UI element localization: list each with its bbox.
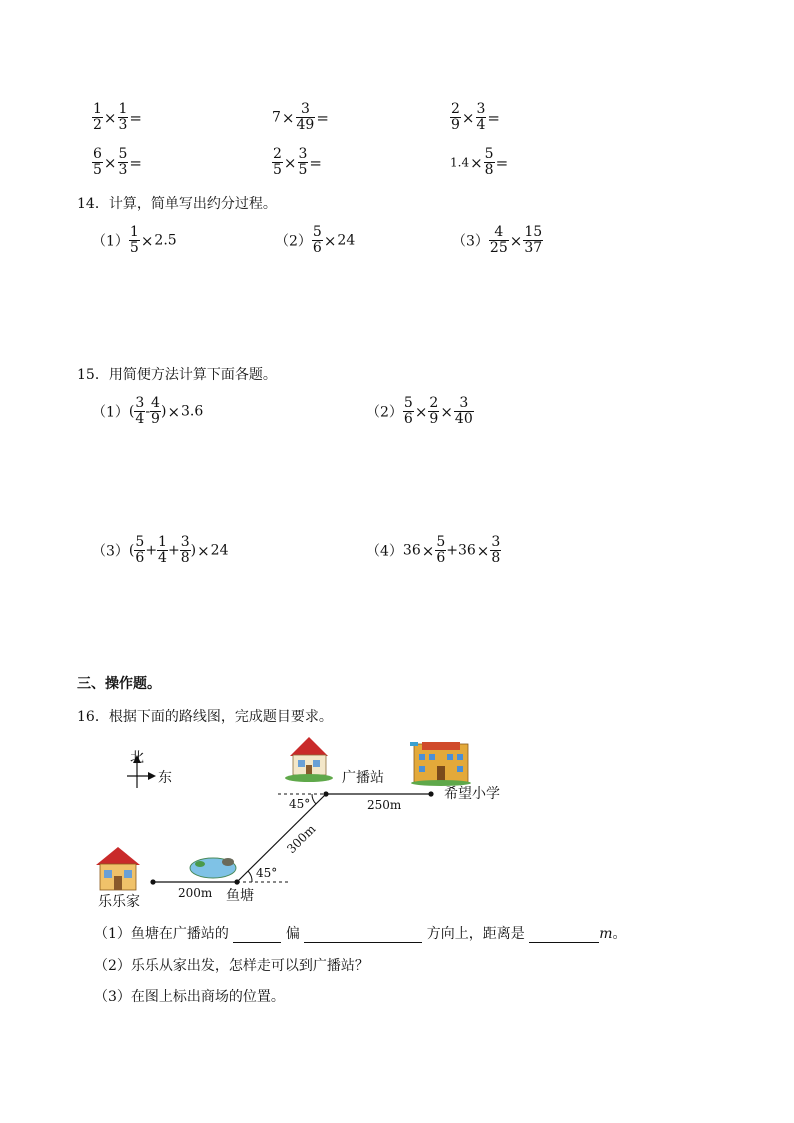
home-icon xyxy=(96,847,140,890)
point-pond xyxy=(234,879,239,884)
q15-part-3: （3）( $\frac{5}{6}$ + $\frac{1}{4}$ + $\frac{3}{8}$ )×24 xyxy=(92,534,229,566)
compass xyxy=(127,750,172,788)
angle-arc-top xyxy=(312,794,316,804)
q16-title: 16．根据下面的路线图，完成题目要求。 xyxy=(77,709,333,725)
fraction: $\frac{1}{2}$ xyxy=(93,101,102,133)
school-label: 希望小学 xyxy=(444,786,500,802)
q13-item-5: $\frac{2}{5}$ × $\frac{3}{5}$ = xyxy=(273,146,322,178)
pond-icon xyxy=(190,858,236,878)
fraction: $\frac{5}{8}$ xyxy=(484,146,494,178)
fraction: $\frac{5}{6}$ xyxy=(135,534,145,566)
q13-item-6: 1.4× $\frac{5}{8}$ = xyxy=(450,146,509,178)
fraction: $\frac{5}{6}$ xyxy=(436,534,446,566)
fraction: $\frac{5}{3}$ xyxy=(118,146,128,178)
answer-blank-1[interactable] xyxy=(233,928,281,943)
broadcast-label: 广播站 xyxy=(342,770,384,786)
q16-sub-3: （3）在图上标出商场的位置。 xyxy=(94,989,285,1005)
pond-label: 鱼塘 xyxy=(226,888,254,904)
q15-part-1: （1）( $\frac{3}{4}$ - $\frac{4}{9}$ )×3.6 xyxy=(92,395,204,427)
fraction: $\frac{1}{3}$ xyxy=(118,101,128,133)
fraction: $\frac{1}{5}$ xyxy=(129,224,139,256)
school-icon xyxy=(410,742,471,786)
q14-title: 14．计算，简单写出约分过程。 xyxy=(77,196,277,212)
distance-station-school: 250m xyxy=(367,798,402,812)
house-icon xyxy=(285,737,333,782)
angle-bottom-label: 45° xyxy=(256,866,278,880)
fraction: $\frac{3}{8}$ xyxy=(180,534,190,566)
q15-part-2: （2） $\frac{5}{6}$ × $\frac{2}{9}$ × $\frac{3}{40}$ xyxy=(366,395,473,427)
distance-pond-station: 300m xyxy=(284,821,319,857)
angle-arc-bottom xyxy=(248,871,252,882)
fraction: $\frac{5}{6}$ xyxy=(312,224,322,256)
fraction: $\frac{3}{4}$ xyxy=(476,101,486,133)
route-map xyxy=(0,730,794,920)
distance-home-pond: 200m xyxy=(178,886,213,900)
fraction: $\frac{3}{49}$ xyxy=(296,101,315,133)
q14-part-2: （2） $\frac{5}{6}$ ×24 xyxy=(275,224,356,256)
point-school xyxy=(428,791,433,796)
fraction: $\frac{2}{9}$ xyxy=(451,101,460,133)
q13-item-4: $\frac{6}{5}$ × $\frac{5}{3}$ = xyxy=(93,146,142,178)
fraction: $\frac{4}{9}$ xyxy=(151,395,160,427)
fraction: $\frac{15}{37}$ xyxy=(524,224,543,256)
q14-part-1: （1） $\frac{1}{5}$ ×2.5 xyxy=(92,224,177,256)
angle-top-label: 45° xyxy=(289,797,311,811)
q13-item-2: 7× $\frac{3}{49}$ = xyxy=(272,101,329,133)
q15-title: 15．用简便方法计算下面各题。 xyxy=(77,367,277,383)
north-label: 北 xyxy=(130,750,144,766)
fraction: $\frac{5}{6}$ xyxy=(403,395,413,427)
answer-blank-2[interactable] xyxy=(304,928,422,943)
q14-part-3: （3） $\frac{4}{25}$ × $\frac{15}{37}$ xyxy=(452,224,543,256)
section-title: 三、操作题。 xyxy=(77,676,161,692)
fraction: $\frac{4}{25}$ xyxy=(489,224,508,256)
fraction: $\frac{3}{40}$ xyxy=(454,395,473,427)
fraction: $\frac{3}{5}$ xyxy=(298,146,308,178)
fraction: $\frac{1}{4}$ xyxy=(158,534,167,566)
q13-item-1: $\frac{1}{2}$ × $\frac{1}{3}$ = xyxy=(93,101,142,133)
q15-part-4: （4）36× $\frac{5}{6}$ +36× $\frac{3}{8}$ xyxy=(366,534,501,566)
fraction: $\frac{2}{5}$ xyxy=(273,146,282,178)
q13-item-3: $\frac{2}{9}$ × $\frac{3}{4}$ = xyxy=(451,101,500,133)
q16-sub-2: （2）乐乐从家出发，怎样走可以到广播站？ xyxy=(94,958,369,974)
fraction: $\frac{3}{8}$ xyxy=(491,534,501,566)
fraction: $\frac{2}{9}$ xyxy=(429,395,439,427)
point-home xyxy=(150,879,155,884)
q16-sub-1: （1）鱼塘在广播站的 偏 方向上，距离是 m。 xyxy=(94,926,627,942)
home-label: 乐乐家 xyxy=(98,894,140,910)
answer-blank-3[interactable] xyxy=(529,928,599,943)
east-label: 东 xyxy=(158,770,172,786)
point-station xyxy=(323,791,328,796)
route-pond-station xyxy=(237,794,326,882)
fraction: $\frac{6}{5}$ xyxy=(93,146,102,178)
fraction: $\frac{3}{4}$ xyxy=(135,395,145,427)
